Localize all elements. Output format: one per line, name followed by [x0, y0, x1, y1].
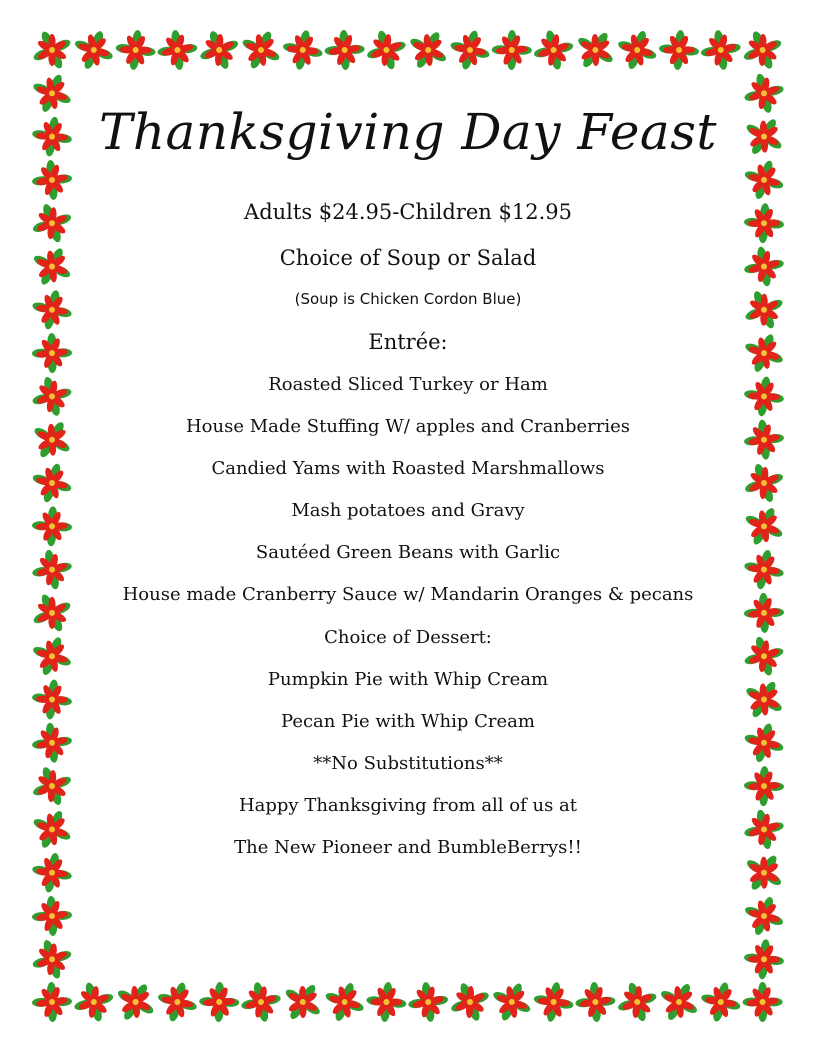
poinsettia-icon — [24, 845, 80, 901]
poinsettia-icon — [530, 26, 578, 74]
soup-salad-choice: Choice of Soup or Salad — [279, 246, 537, 270]
poinsettia-icon — [149, 974, 206, 1031]
poinsettia-icon — [737, 196, 791, 250]
entree-heading: Entrée: — [368, 330, 448, 354]
poinsettia-icon — [359, 975, 414, 1030]
poinsettia-icon — [741, 633, 787, 679]
poinsettia-icon — [24, 455, 81, 512]
price-line: Adults $24.95-Children $12.95 — [244, 200, 572, 224]
poinsettia-icon — [651, 974, 707, 1030]
poinsettia-icon — [30, 201, 74, 245]
poinsettia-icon — [737, 932, 792, 987]
dessert-heading: Choice of Dessert: — [324, 627, 492, 648]
poinsettia-icon — [237, 978, 285, 1026]
poinsettia-icon — [741, 70, 788, 117]
poinsettia-icon — [24, 238, 80, 294]
poinsettia-icon — [739, 414, 790, 465]
poinsettia-icon — [693, 974, 749, 1030]
poinsettia-icon — [152, 25, 202, 75]
poinsettia-icon — [26, 327, 79, 380]
poinsettia-icon — [24, 282, 80, 338]
closing-line: The New Pioneer and BumbleBerrys!! — [234, 837, 582, 858]
poinsettia-icon — [738, 587, 791, 640]
poinsettia-icon — [108, 22, 163, 77]
poinsettia-icon — [736, 672, 792, 728]
poinsettia-icon — [652, 23, 707, 78]
poinsettia-icon — [32, 30, 72, 70]
poinsettia-icon — [449, 981, 491, 1023]
poinsettia-icon — [570, 976, 622, 1028]
poinsettia-icon — [742, 461, 785, 504]
entree-item: Candied Yams with Roasted Marshmallows — [211, 458, 605, 479]
poinsettia-icon — [26, 890, 78, 942]
poinsettia-icon — [737, 845, 792, 900]
poinsettia-icon — [24, 412, 80, 468]
poinsettia-icon — [736, 325, 793, 382]
soup-note: (Soup is Chicken Cordon Blue) — [294, 290, 522, 308]
poinsettia-icon — [442, 22, 498, 78]
poinsettia-icon — [29, 373, 75, 419]
poinsettia-icon — [403, 977, 453, 1027]
poinsettia-icon — [31, 765, 74, 808]
poinsettia-icon — [24, 672, 79, 727]
poinsettia-icon — [71, 979, 117, 1025]
no-substitutions-note: **No Substitutions** — [313, 753, 503, 774]
entree-item: Sautéed Green Beans with Garlic — [255, 542, 561, 563]
poinsettia-icon — [316, 974, 373, 1031]
poinsettia-icon — [696, 25, 746, 75]
poinsettia-icon — [736, 975, 789, 1028]
dessert-item: Pumpkin Pie with Whip Cream — [267, 669, 549, 690]
poinsettia-icon — [27, 718, 77, 768]
poinsettia-icon — [24, 109, 80, 165]
poinsettia-icon — [736, 369, 791, 424]
poinsettia-icon — [233, 22, 289, 78]
poinsettia-icon — [739, 242, 788, 291]
poinsettia-icon — [364, 27, 409, 72]
poinsettia-icon — [740, 805, 788, 853]
poinsettia-icon — [736, 542, 792, 598]
poinsettia-icon — [736, 888, 793, 945]
closing-line: Happy Thanksgiving from all of us at — [238, 795, 578, 816]
entree-item: House made Cranberry Sauce w/ Mandarin Oranges & pecans — [122, 584, 694, 605]
poinsettia-icon — [24, 801, 80, 857]
entree-item: Mash potatoes and Gravy — [291, 500, 525, 521]
poinsettia-icon — [485, 23, 539, 77]
poinsettia-icon — [736, 152, 793, 209]
poinsettia-icon — [26, 976, 79, 1029]
poinsettia-icon — [29, 937, 74, 982]
entree-item: Roasted Sliced Turkey or Ham — [268, 374, 548, 395]
poinsettia-icon — [737, 759, 791, 813]
poinsettia-icon — [25, 499, 79, 553]
poinsettia-icon — [400, 22, 456, 78]
poinsettia-icon — [736, 109, 791, 164]
poinsettia-icon — [526, 974, 582, 1030]
poinsettia-icon — [736, 498, 792, 554]
poinsettia-icon — [192, 975, 246, 1029]
dessert-item: Pecan Pie with Whip Cream — [281, 711, 535, 732]
poinsettia-icon — [108, 974, 164, 1030]
poinsettia-icon — [24, 628, 81, 685]
poinsettia-icon — [742, 29, 783, 70]
poinsettia-icon — [736, 715, 793, 772]
poinsettia-icon — [26, 154, 77, 205]
poinsettia-icon — [198, 29, 241, 72]
poinsettia-icon — [32, 593, 72, 633]
poinsettia-icon — [65, 22, 122, 79]
poinsettia-icon — [28, 545, 77, 594]
poinsettia-icon — [275, 975, 330, 1030]
entree-item: House Made Stuffing W/ apples and Cranberries — [185, 416, 631, 437]
poinsettia-icon — [24, 65, 81, 122]
poinsettia-icon — [568, 22, 623, 77]
menu-title: Thanksgiving Day Feast — [98, 103, 717, 161]
poinsettia-icon — [319, 24, 371, 76]
poinsettia-icon — [744, 289, 785, 330]
poinsettia-icon — [484, 974, 541, 1031]
poinsettia-icon — [609, 22, 666, 79]
poinsettia-icon — [615, 980, 660, 1025]
poinsettia-icon — [275, 22, 331, 78]
